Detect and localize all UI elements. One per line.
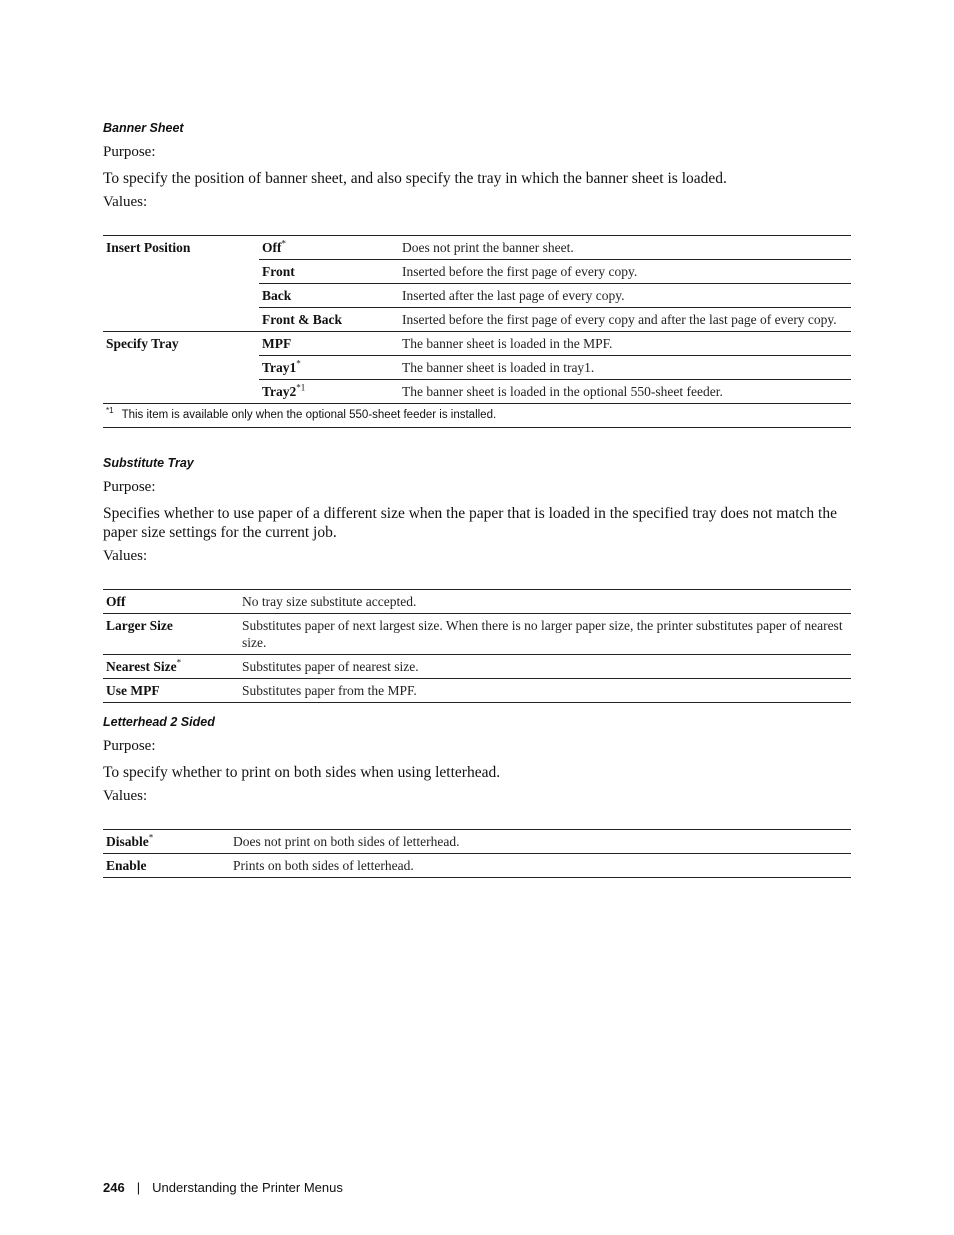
values-label: Values:	[103, 548, 148, 564]
option-description: Inserted after the last page of every copy.	[402, 288, 625, 303]
option-description: Inserted before the first page of every copy and after the last page of every copy.	[402, 312, 837, 327]
table-row	[103, 614, 851, 655]
purpose-label: Purpose:	[103, 144, 156, 160]
page-number: 246	[103, 1180, 125, 1195]
table-row	[103, 332, 851, 356]
option-key: Insert Position	[106, 240, 191, 255]
values-label: Values:	[103, 194, 148, 210]
table-row	[103, 830, 851, 854]
option-description: Inserted before the first page of every copy.	[402, 264, 638, 279]
chapter-title: Understanding the Printer Menus	[152, 1180, 343, 1195]
substitute-values-table	[103, 589, 851, 703]
option-description: Does not print the banner sheet.	[402, 240, 574, 255]
option-description: The banner sheet is loaded in tray1.	[402, 360, 595, 375]
option-description: Prints on both sides of letterhead.	[233, 858, 414, 873]
section-title-letterhead-2-sided: Letterhead 2 Sided	[103, 715, 215, 729]
purpose-text: To specify the position of banner sheet, and also specify the tray in which the banner sheet is loaded.	[103, 170, 727, 187]
option-value: Front	[262, 264, 295, 279]
option-description: Substitutes paper from the MPF.	[242, 683, 417, 698]
footnote-row	[103, 404, 851, 428]
table-row	[103, 655, 851, 679]
purpose-text: To specify whether to print on both sides when using letterhead.	[103, 764, 501, 781]
footnote: $^{*1}$ This item is available only when the optional 550-sheet feeder is installed.	[106, 406, 497, 421]
option-key: Larger Size	[106, 618, 173, 633]
table-row	[103, 854, 851, 878]
purpose-label: Purpose:	[103, 479, 156, 495]
purpose-text: Specifies whether to use paper of a different size when the paper that is loaded in the specified tray does not match the paper size settings for the current job.	[103, 505, 837, 541]
option-key: Nearest Size*	[106, 657, 182, 674]
option-value: Tray2$^{*1}$	[262, 382, 306, 399]
option-key: Off	[106, 594, 126, 609]
option-value: Tray1*	[262, 358, 301, 375]
table-row	[103, 679, 851, 703]
section-title-banner-sheet: Banner Sheet	[103, 121, 184, 135]
banner-values-table	[103, 235, 851, 428]
table-row	[103, 236, 851, 260]
option-key: Enable	[106, 858, 147, 873]
values-label: Values:	[103, 788, 148, 804]
letterhead-values-table	[103, 829, 851, 878]
option-description: Substitutes paper of next largest size. When there is no larger paper size, the printer substitutes paper of nearest size.	[242, 618, 843, 650]
option-value: Off*	[262, 238, 286, 255]
table-row	[103, 590, 851, 614]
option-description: The banner sheet is loaded in the optional 550-sheet feeder.	[402, 384, 723, 399]
footer-separator: |	[136, 1180, 141, 1195]
option-key: Disable*	[106, 832, 154, 849]
option-key: Specify Tray	[106, 336, 179, 351]
purpose-label: Purpose:	[103, 738, 156, 754]
page-footer	[103, 1180, 343, 1195]
option-description: No tray size substitute accepted.	[242, 594, 417, 609]
option-description: Does not print on both sides of letterhead.	[233, 834, 460, 849]
option-value: Back	[262, 288, 292, 303]
option-value: Front & Back	[262, 312, 342, 327]
option-key: Use MPF	[106, 683, 160, 698]
option-value: MPF	[262, 336, 292, 351]
option-description: The banner sheet is loaded in the MPF.	[402, 336, 613, 351]
option-description: Substitutes paper of nearest size.	[242, 659, 419, 674]
section-title-substitute-tray: Substitute Tray	[103, 456, 194, 470]
